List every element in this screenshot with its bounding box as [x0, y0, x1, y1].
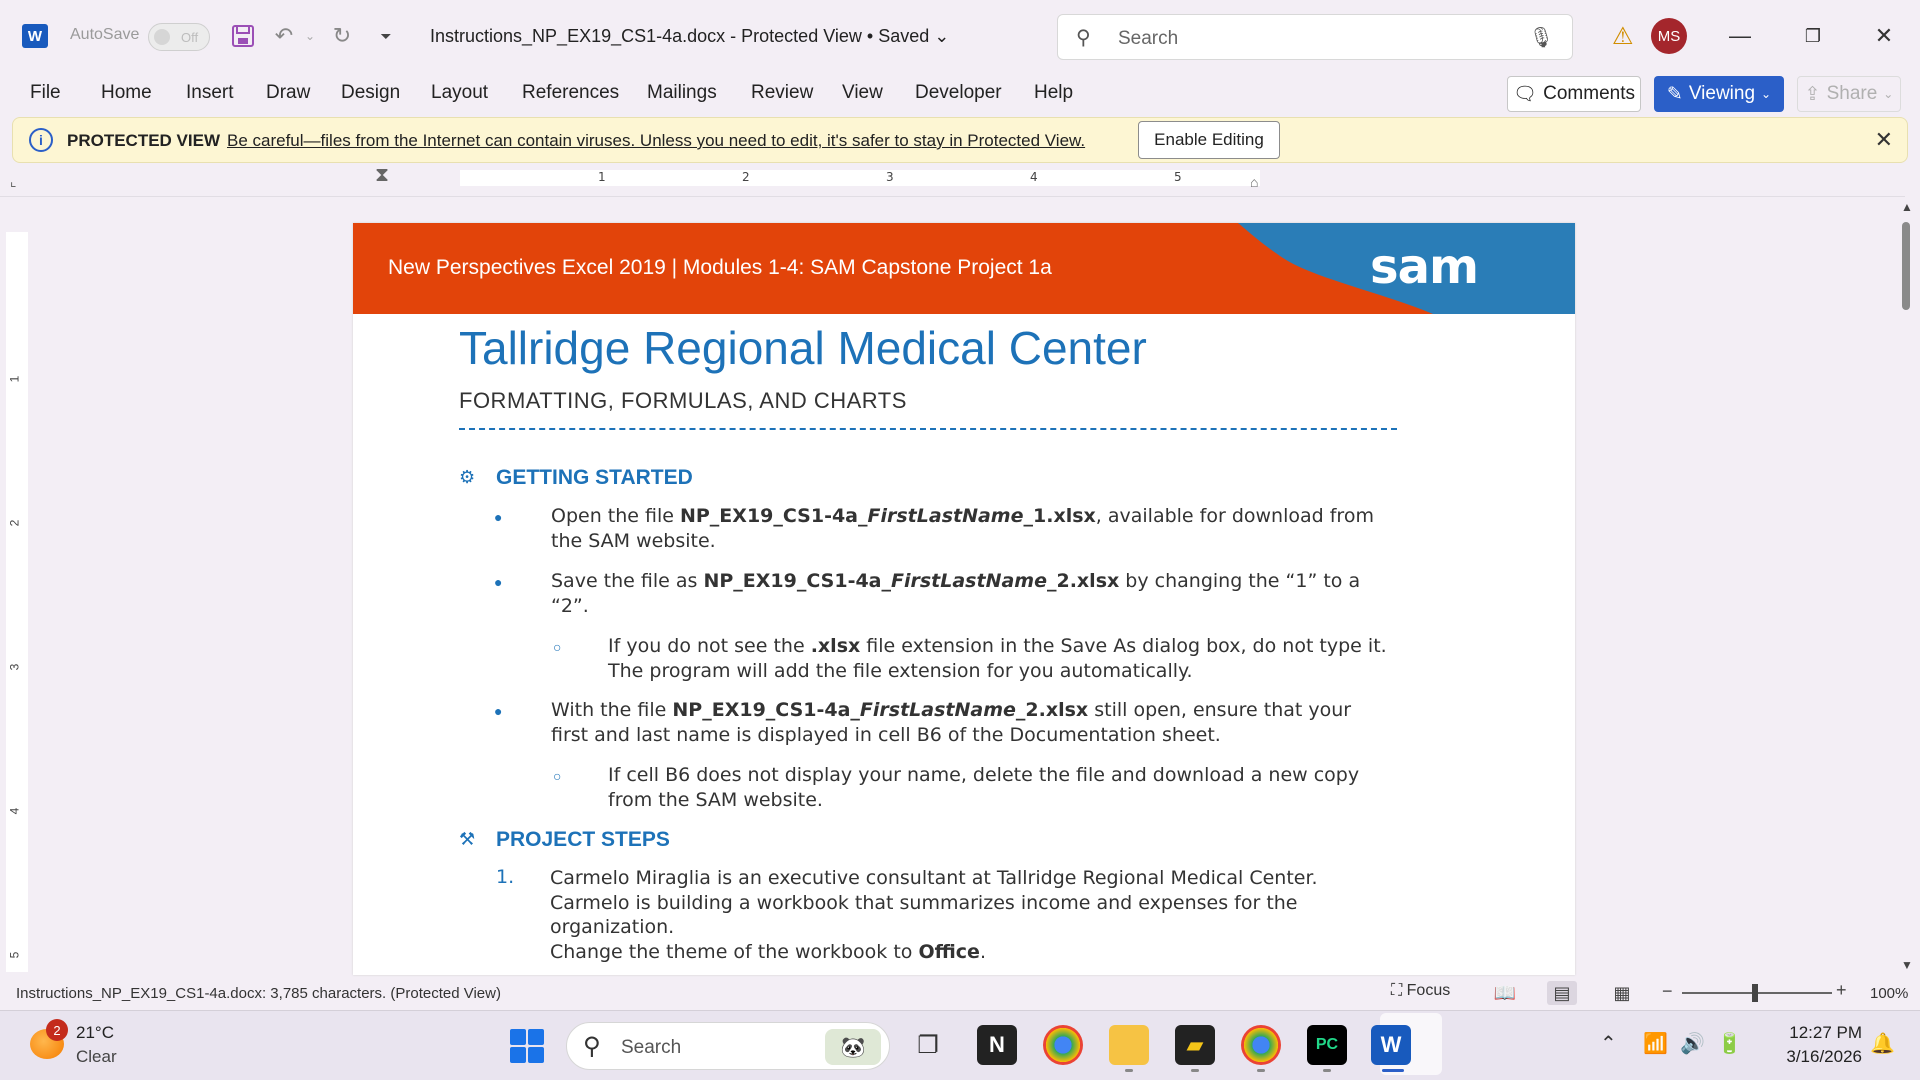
text-run: .	[979, 940, 986, 963]
dashed-divider	[459, 428, 1397, 430]
horizontal-ruler[interactable]	[345, 164, 1560, 190]
wifi-icon[interactable]: 📶	[1643, 1033, 1668, 1055]
filename-bold: _2.xlsx	[1015, 699, 1089, 721]
ruler-number: 5	[7, 951, 22, 959]
tab-view[interactable]: View	[842, 82, 883, 103]
indent-marker-icon[interactable]: ⧗	[375, 164, 390, 186]
right-indent-marker-icon[interactable]: ⌂	[1250, 174, 1259, 190]
filename-italic: FirstLastName	[891, 570, 1047, 592]
text-run: organization.	[550, 916, 675, 938]
chevron-down-icon: ⌄	[1761, 87, 1772, 101]
enable-editing-button[interactable]: Enable Editing	[1138, 121, 1280, 159]
share-label: Share	[1826, 83, 1878, 104]
ruler-number: 1	[598, 170, 606, 184]
text-run: file extension in the Save As dialog box, do not type it.	[860, 635, 1387, 657]
bullet-icon: ●	[494, 703, 503, 719]
text-run: If you do not see the	[608, 635, 811, 657]
minimize-icon[interactable]: —	[1729, 23, 1751, 48]
text-run: still open, ensure that your	[1088, 699, 1352, 721]
document-title[interactable]: Instructions_NP_EX19_CS1-4a.docx - Protected View • Saved ⌄	[430, 26, 950, 46]
document-subtitle: FORMATTING, FORMULAS, AND CHARTS	[459, 388, 907, 413]
save-icon[interactable]	[229, 22, 257, 50]
tab-developer[interactable]: Developer	[915, 82, 1002, 103]
list-item	[608, 763, 1359, 812]
clock[interactable]	[1762, 1021, 1862, 1069]
text-run: Save the file as	[551, 570, 704, 592]
task-view-icon[interactable]: ❐	[917, 1031, 939, 1059]
comment-icon: 🗨	[1513, 84, 1538, 105]
scroll-thumb[interactable]	[1902, 222, 1910, 310]
text-run: Carmelo Miraglia is an executive consultant at Tallridge Regional Medical Center.	[550, 867, 1318, 889]
ruler-number: 4	[1030, 170, 1038, 184]
gears-icon: ⚙	[459, 467, 476, 487]
scroll-up-icon[interactable]: ▲	[1901, 200, 1913, 214]
warning-icon[interactable]: ⚠	[1612, 23, 1634, 50]
pycharm-icon[interactable]: PC	[1307, 1025, 1347, 1065]
tab-file[interactable]: File	[30, 82, 61, 103]
status-bar	[0, 979, 1920, 1007]
redo-icon[interactable]: ↻	[332, 23, 352, 48]
share-button[interactable]	[1797, 76, 1901, 112]
sticky-notes-icon[interactable]: ▰	[1175, 1025, 1215, 1065]
ruler-number: 2	[7, 519, 22, 527]
share-icon: ⇪	[1804, 83, 1821, 105]
ruler-number: 1	[7, 375, 22, 383]
running-indicator	[1191, 1069, 1199, 1072]
document-stats[interactable]: Instructions_NP_EX19_CS1-4a.docx: 3,785 characters. (Protected View)	[16, 985, 501, 1002]
tab-review[interactable]: Review	[751, 82, 814, 103]
theme-name-bold: Office	[918, 940, 980, 963]
time: 12:27 PM	[1789, 1023, 1862, 1042]
list-item	[551, 698, 1351, 747]
taskbar-search[interactable]	[566, 1022, 890, 1070]
running-indicator	[1125, 1069, 1133, 1072]
text-run: “2”.	[551, 594, 589, 617]
zoom-level[interactable]: 100%	[1870, 985, 1909, 1002]
text-run: The program will add the file extension for you automatically.	[608, 659, 1193, 682]
focus-button[interactable]	[1391, 982, 1450, 1000]
sub-bullet-icon: ○	[553, 768, 562, 784]
autosave-state: Off	[181, 30, 199, 45]
ribbon-tabs	[0, 72, 1920, 118]
ruler-number: 5	[1174, 170, 1182, 184]
search-highlight-panda-icon[interactable]: 🐼	[825, 1029, 881, 1065]
tab-help[interactable]: Help	[1034, 82, 1074, 103]
section-heading: PROJECT STEPS	[496, 828, 670, 851]
ruler-number: 3	[886, 170, 894, 184]
filename-bold: NP_EX19_CS1-4a_	[703, 570, 891, 592]
tab-design[interactable]: Design	[341, 82, 401, 103]
tab-stop-selector-icon[interactable]: ⌞	[10, 173, 17, 189]
autosave-toggle[interactable]	[148, 23, 210, 51]
autosave-label: AutoSave	[70, 26, 140, 43]
zoom-slider-thumb[interactable]	[1752, 984, 1758, 1002]
bullet-icon: ●	[494, 574, 503, 590]
chrome-icon[interactable]	[1043, 1025, 1083, 1065]
filename-italic: FirstLastName	[867, 505, 1024, 527]
web-layout-icon[interactable]: ▦	[1613, 982, 1631, 1003]
running-indicator	[1323, 1069, 1331, 1072]
text-run: first and last name is displayed in cell B6 of the Documentation sheet.	[551, 723, 1221, 746]
bullet-icon: ●	[494, 509, 503, 525]
extension-bold: .xlsx	[810, 635, 861, 657]
tab-references[interactable]: References	[522, 82, 620, 103]
sub-bullet-icon: ○	[553, 639, 562, 655]
word-icon[interactable]: W	[1371, 1025, 1411, 1065]
text-run: , available for download from	[1095, 505, 1374, 527]
tab-insert[interactable]: Insert	[186, 82, 234, 103]
search-placeholder: Search	[621, 1037, 682, 1058]
tab-draw[interactable]: Draw	[266, 82, 311, 103]
section-heading: GETTING STARTED	[496, 466, 693, 489]
sam-logo: sam	[1370, 239, 1478, 295]
windows-start-icon[interactable]	[510, 1029, 544, 1063]
search-placeholder: Search	[1118, 28, 1179, 49]
chrome-icon[interactable]	[1241, 1025, 1281, 1065]
document-title: Tallridge Regional Medical Center	[459, 322, 1147, 374]
vertical-ruler[interactable]	[6, 232, 28, 972]
list-item	[551, 504, 1374, 553]
text-run: With the file	[551, 699, 673, 721]
ruler-separator	[0, 196, 1905, 197]
undo-dropdown-icon[interactable]: ⌄	[304, 29, 316, 43]
pen-icon: ✎	[1666, 83, 1683, 105]
filename-bold: NP_EX19_CS1-4a_	[672, 699, 860, 721]
read-mode-icon[interactable]: 📖	[1493, 982, 1517, 1003]
search-box[interactable]	[1057, 14, 1573, 60]
tab-mailings[interactable]: Mailings	[647, 82, 717, 103]
undo-icon[interactable]: ↶	[274, 23, 294, 48]
restore-icon[interactable]: ❐	[1804, 25, 1822, 46]
comments-label: Comments	[1543, 83, 1635, 104]
text-run: Change the theme of the workbook to	[550, 940, 919, 963]
microphone-icon[interactable]: 🎙	[1528, 27, 1554, 49]
chevron-up-icon[interactable]: ⌃	[1600, 1033, 1617, 1055]
search-icon: ⚲	[583, 1033, 601, 1060]
scroll-down-icon[interactable]: ▼	[1901, 958, 1913, 972]
ruler-text-area	[460, 170, 1260, 186]
viewing-label: Viewing	[1688, 83, 1756, 104]
date: 3/16/2026	[1786, 1047, 1862, 1066]
file-explorer-icon[interactable]	[1109, 1025, 1149, 1065]
filename-bold: NP_EX19_CS1-4a_	[679, 505, 868, 527]
protected-view-bar	[12, 117, 1908, 163]
volume-icon[interactable]: 🔊	[1680, 1033, 1705, 1055]
shield-info-icon: i	[29, 128, 53, 152]
word-app-icon: W	[22, 24, 48, 48]
customize-toolbar-icon[interactable]: ⏷	[380, 27, 392, 44]
text-run: If cell B6 does not display your name, delete the file and download a new copy	[608, 764, 1360, 786]
text-run: the SAM website.	[551, 529, 716, 552]
running-indicator	[1257, 1069, 1265, 1072]
text-run: Open the file	[551, 505, 680, 527]
print-layout-icon[interactable]: ▤	[1547, 981, 1577, 1005]
close-icon[interactable]: ✕	[1874, 23, 1894, 48]
list-item	[608, 634, 1387, 683]
vertical-scrollbar[interactable]	[1896, 200, 1918, 972]
notification-badge: 2	[46, 1019, 68, 1041]
comments-button[interactable]	[1507, 76, 1641, 112]
ruler-number: 3	[7, 663, 22, 671]
text-run: by changing the “1” to a	[1119, 570, 1361, 592]
weather-condition[interactable]: Clear	[76, 1047, 117, 1066]
list-item	[551, 569, 1360, 618]
protected-view-title: PROTECTED VIEW	[67, 131, 221, 150]
filename-italic: FirstLastName	[859, 699, 1016, 721]
battery-icon[interactable]: 🔋	[1717, 1033, 1742, 1055]
toggle-knob	[154, 29, 170, 45]
tab-home[interactable]: Home	[101, 82, 152, 103]
title-bar	[0, 0, 1920, 72]
close-icon[interactable]: ✕	[1874, 127, 1893, 152]
ruler-number: 4	[7, 807, 22, 815]
ruler-number: 2	[742, 170, 750, 184]
document-page[interactable]	[353, 223, 1575, 975]
banner-text: New Perspectives Excel 2019 | Modules 1-4: SAM Capstone Project 1a	[388, 256, 1052, 279]
active-indicator	[1382, 1069, 1404, 1072]
tab-layout[interactable]: Layout	[431, 82, 489, 103]
temperature[interactable]: 21°C	[76, 1023, 114, 1042]
protected-view-message-link[interactable]: Be careful—files from the Internet can contain viruses. Unless you need to edit, it's safer to stay in Protected View.	[227, 131, 1086, 150]
notion-icon[interactable]: N	[977, 1025, 1017, 1065]
text-run: from the SAM website.	[608, 788, 823, 811]
steps-icon: ⚒	[459, 829, 476, 849]
viewing-button[interactable]	[1654, 76, 1784, 112]
filename-bold: _2.xlsx	[1046, 570, 1120, 592]
chevron-down-icon: ⌄	[1883, 87, 1894, 101]
search-icon: ⚲	[1076, 27, 1091, 49]
zoom-out-icon[interactable]: −	[1662, 981, 1673, 1001]
zoom-in-icon[interactable]: +	[1836, 980, 1847, 1000]
notifications-icon[interactable]: 🔔	[1870, 1033, 1895, 1055]
avatar[interactable]: MS	[1651, 18, 1687, 54]
document-banner	[353, 223, 1575, 314]
list-item	[550, 866, 1318, 964]
step-number: 1.	[496, 866, 515, 888]
focus-icon: ⛶	[1391, 982, 1403, 999]
focus-label: Focus	[1406, 982, 1451, 999]
taskbar	[0, 1010, 1920, 1080]
filename-bold: _1.xlsx	[1023, 505, 1096, 527]
text-run: Carmelo is building a workbook that summarizes income and expenses for the	[550, 891, 1298, 914]
